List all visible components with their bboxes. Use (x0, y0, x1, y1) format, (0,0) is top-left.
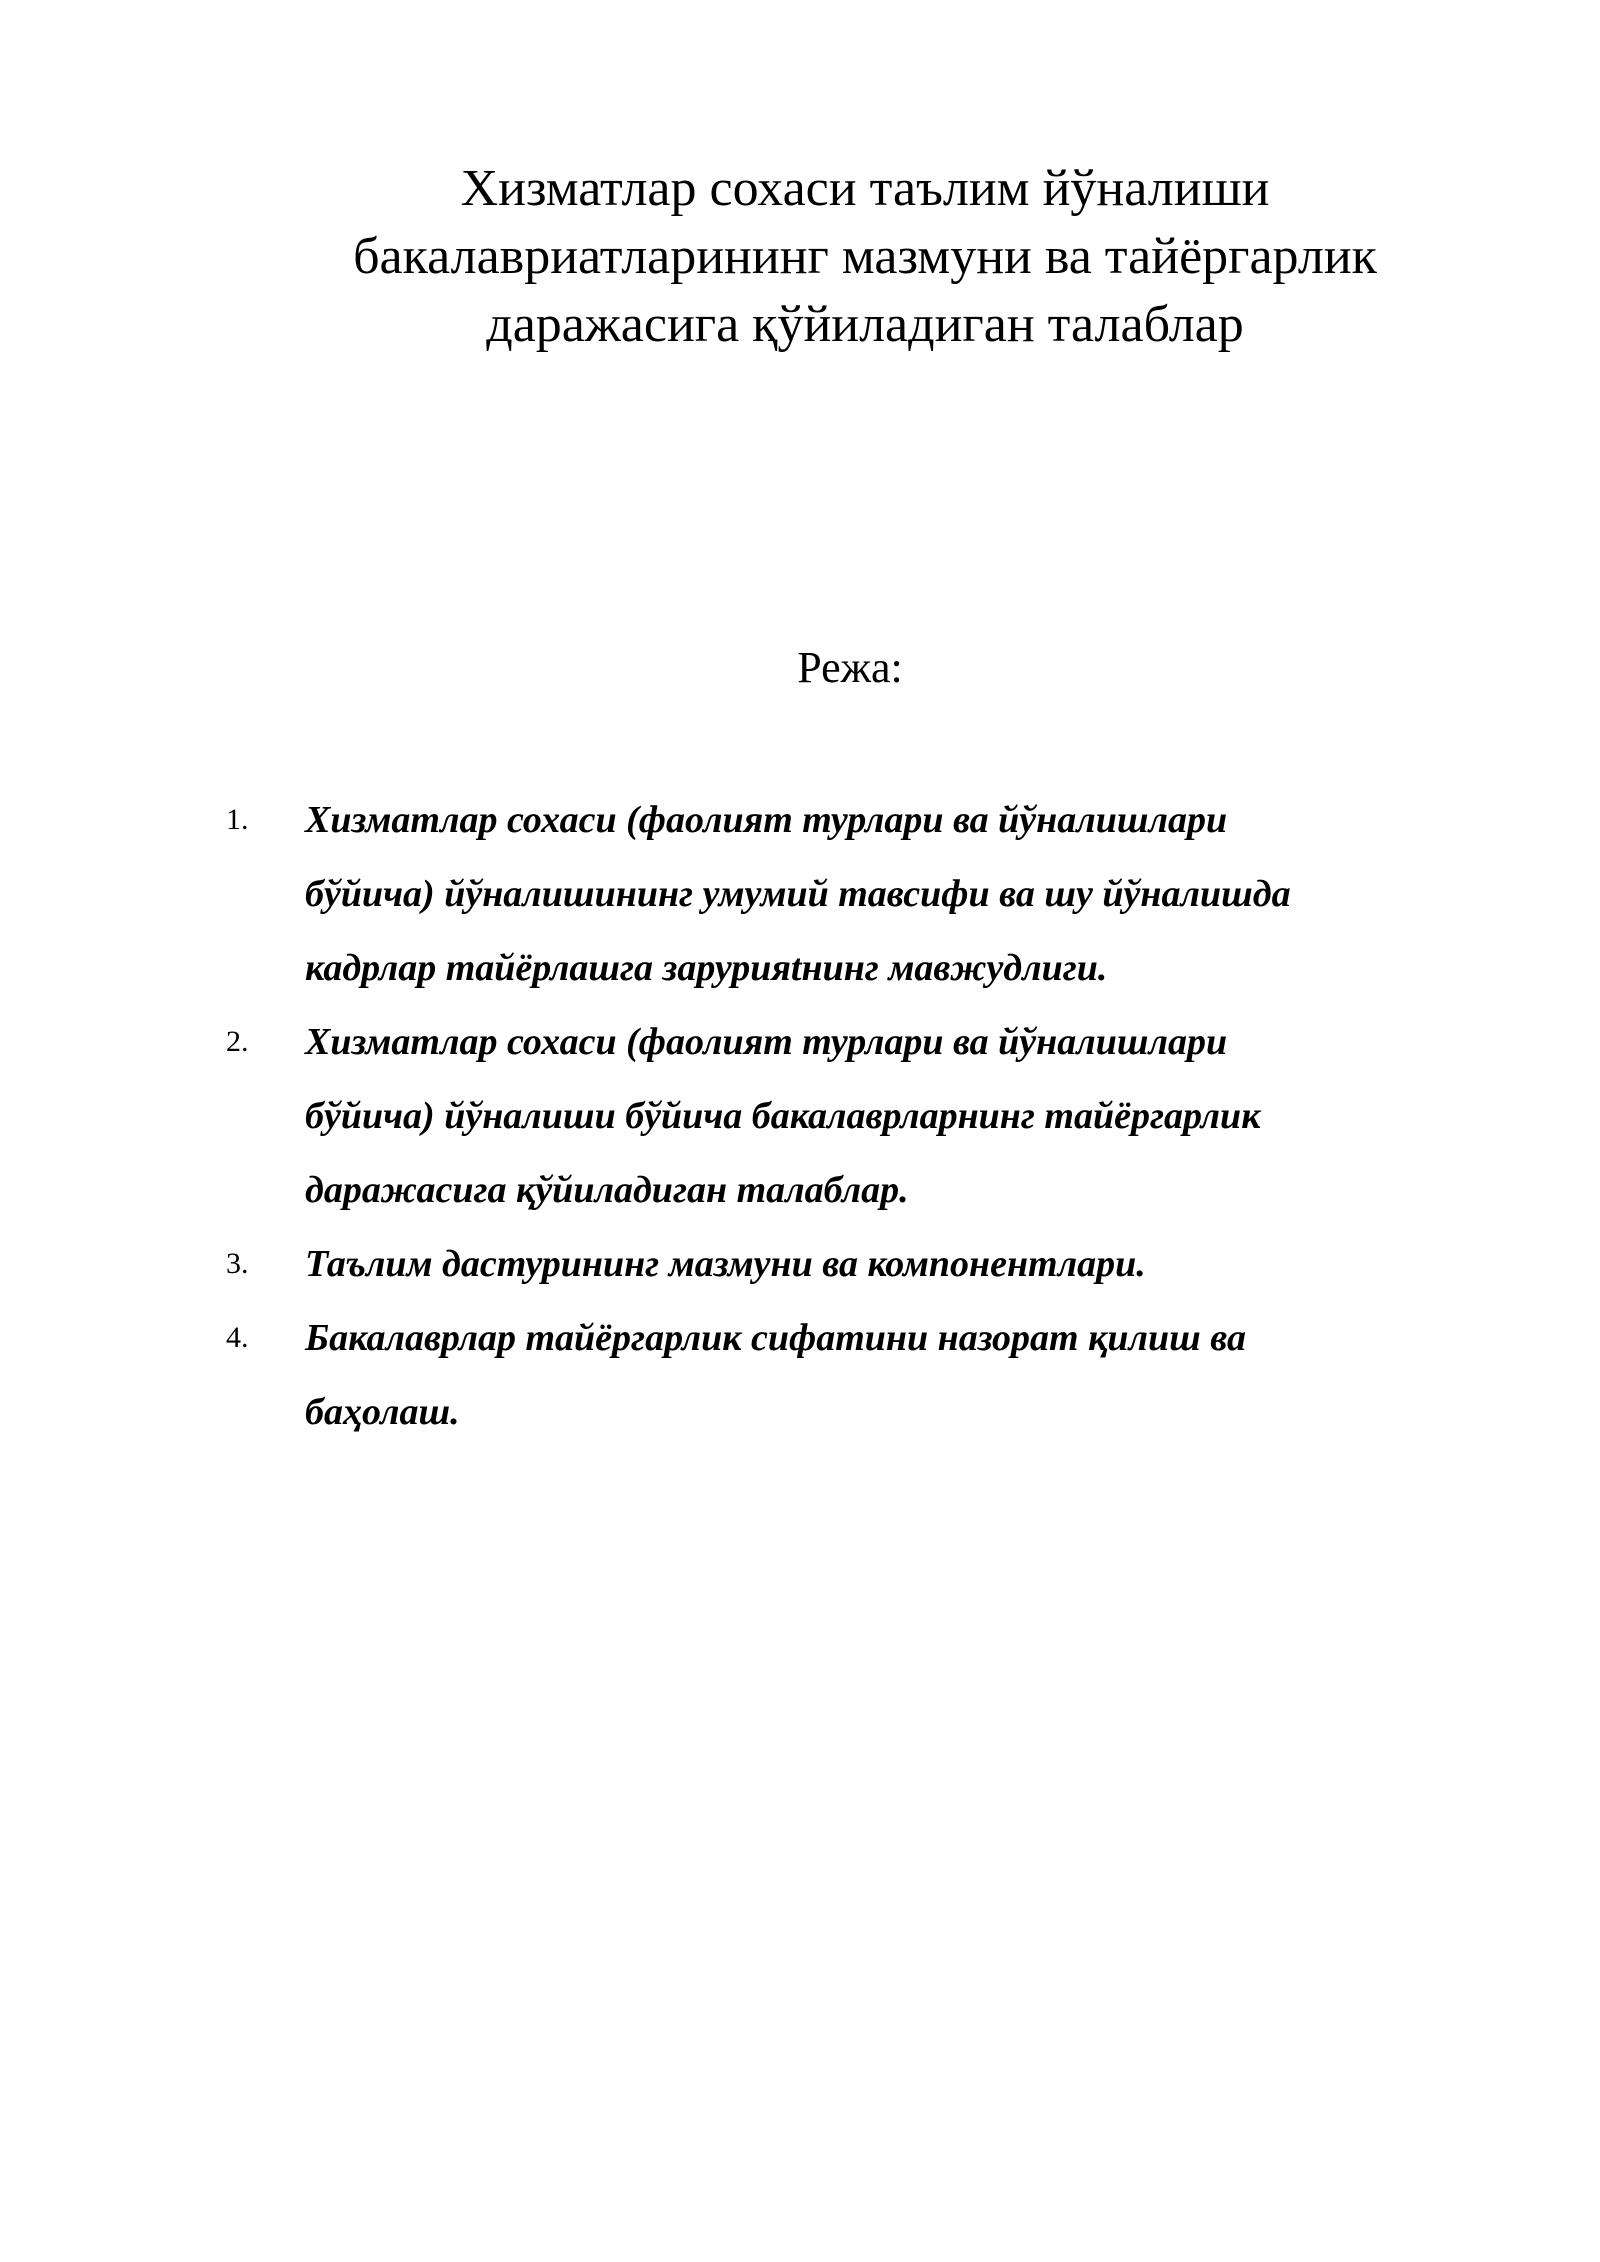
title-line: Хизматлар сохаси таълим йўналиши (460, 160, 1270, 217)
item-text-line: даражасига қўйиладиган талаблар. (305, 1169, 909, 1211)
item-number: 2. (226, 1025, 249, 1058)
item-text (305, 1005, 1476, 1227)
item-text-line: кадрлар тайёрлашга зарурияtнинг мавжудлиги. (305, 947, 1108, 989)
item-text-line: бўйича) йўналиши бўйича бакалаврларнинг тайёргарлик (305, 1095, 1261, 1137)
item-text-line: Хизматлар сохаси (фаолият турлари ва йўналишлари (305, 1021, 1228, 1063)
plan-item-2 (226, 1005, 1476, 1227)
item-text (305, 1227, 1476, 1301)
plan-heading: Режа: (797, 643, 903, 692)
item-text-line: Таълим дастурининг мазмуни ва компонентлари. (305, 1243, 1146, 1285)
plan-list (226, 783, 1476, 1449)
item-number: 3. (226, 1247, 249, 1280)
document-title (200, 155, 1530, 359)
item-number: 1. (226, 803, 249, 836)
item-text-line: бўйича) йўналишининг умумий тавсифи ва шу йўналишда (305, 873, 1291, 915)
item-text-line: Бакалаврлар тайёргарлик сифатини назорат қилиш ва (305, 1317, 1247, 1359)
plan-item-4 (226, 1301, 1476, 1449)
plan-item-1 (226, 783, 1476, 1005)
item-text (305, 1301, 1476, 1449)
item-text-line: баҳолаш. (305, 1391, 460, 1433)
title-line: бакалавриатларининг мазмуни ва тайёргарлик (353, 228, 1377, 285)
item-text (305, 783, 1476, 1005)
title-line: даражасига қўйиладиган талаблар (486, 296, 1244, 353)
item-text-line: Хизматлар сохаси (фаолият турлари ва йўналишлари (305, 799, 1228, 841)
item-number: 4. (226, 1321, 249, 1354)
plan-item-3 (226, 1227, 1476, 1301)
